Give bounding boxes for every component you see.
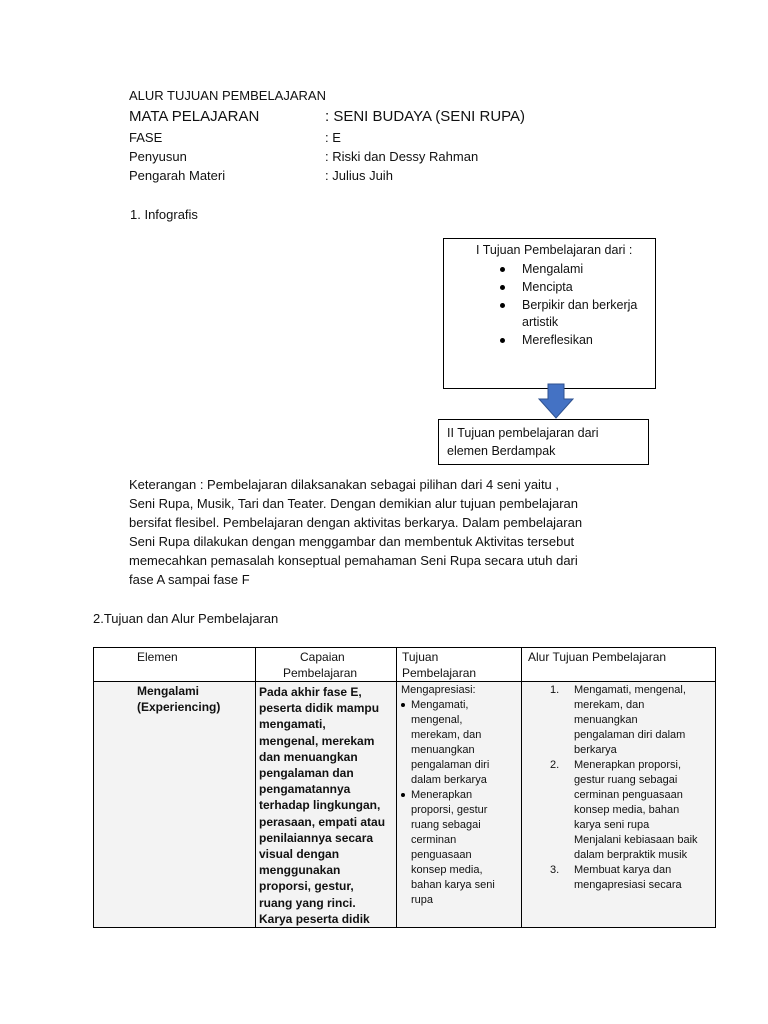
- tujuan-bullet-list: [401, 698, 495, 908]
- elemen-subname: (Experiencing): [137, 699, 221, 714]
- cell-line: dan menuangkan: [259, 749, 358, 764]
- cell-line: menggunakan: [259, 863, 341, 878]
- list-item: Mengalami: [500, 261, 656, 278]
- cell-line: terhadap lingkungan,: [259, 798, 381, 813]
- tujuan-box-2-text: [447, 424, 598, 460]
- list-item: Mengamati, mengenal, merekam, dan menuangkan pengalaman diri dalam berkarya: [401, 698, 495, 788]
- cell-line: penilaiannya secara: [259, 830, 374, 845]
- cell-line: Pada akhir fase E,: [259, 685, 362, 699]
- list-item: Berpikir dan berkerja artistik: [500, 297, 656, 331]
- alur-numbered-list: [550, 683, 698, 893]
- table-border: [396, 647, 397, 928]
- tujuan-box-2-line1: II Tujuan pembelajaran dari: [447, 426, 599, 440]
- infografis-heading: 1. Infografis: [130, 207, 198, 222]
- tujuan-cell: [401, 683, 495, 908]
- cell-line: ruang yang rinci.: [259, 895, 356, 910]
- paragraph-line: Seni Rupa dilakukan dengan menggambar dan membentuk Aktivitas tersebut: [129, 534, 575, 549]
- penyusun-label: Penyusun: [129, 149, 187, 164]
- cell-line: visual dengan: [259, 847, 340, 862]
- table-border: [93, 647, 94, 928]
- cell-line: pengamatannya: [259, 782, 351, 797]
- column-header-elemen: Elemen: [137, 650, 178, 664]
- cell-line: Karya peserta didik: [259, 911, 370, 926]
- tujuan-alur-heading: 2.Tujuan dan Alur Pembelajaran: [93, 611, 279, 626]
- cell-line: perasaan, empati atau: [259, 814, 386, 829]
- paragraph-line: bersifat flesibel. Pembelajaran dengan aktivitas berkarya. Dalam pembelajaran: [129, 515, 583, 530]
- paragraph-line: Keterangan : Pembelajaran dilaksanakan sebagai pilihan dari 4 seni yaitu ,: [129, 477, 560, 492]
- keterangan-paragraph: [129, 475, 582, 589]
- tujuan-box-2-line2: elemen Berdampak: [447, 444, 556, 458]
- column-header-tujuan-2: Pembelajaran: [402, 666, 477, 680]
- list-item: 2. Menerapkan proporsi, gestur ruang sebagai cerminan penguasaan konsep media, bahan karya seni rupa Menjalani kebiasaan baik dalam berpraktik musik: [550, 759, 698, 861]
- cell-line: mengamati,: [259, 717, 326, 732]
- paragraph-line: fase A sampai fase F: [129, 572, 250, 587]
- pengarah-label: Pengarah Materi: [129, 168, 226, 183]
- cell-line: mengenal, merekam: [259, 733, 375, 748]
- cell-line: peserta didik mampu: [259, 701, 380, 716]
- column-header-alur: Alur Tujuan Pembelajaran: [528, 650, 667, 664]
- elemen-name: Mengalami: [137, 684, 200, 698]
- mapel-value: : SENI BUDAYA (SENI RUPA): [325, 108, 526, 125]
- table-border: [255, 647, 256, 928]
- column-header-capaian-2: Pembelajaran: [283, 666, 358, 680]
- capaian-cell: [259, 684, 385, 927]
- tujuan-intro: Mengapresiasi:: [401, 684, 476, 696]
- alur-cell: [550, 683, 698, 893]
- cell-line: proporsi, gestur,: [259, 879, 354, 894]
- column-header-capaian: Capaian: [300, 650, 345, 664]
- penyusun-value: : Riski dan Dessy Rahman: [325, 149, 479, 164]
- list-item: Menerapkan proporsi, gestur ruang sebagai cerminan penguasaan konsep media, bahan karya seni rupa: [401, 788, 495, 908]
- pengarah-value: : Julius Juih: [325, 168, 393, 183]
- list-item: 1. Mengamati, mengenal, merekam, dan menuangkan pengalaman diri dalam berkarya: [550, 684, 686, 756]
- table-border: [715, 647, 716, 928]
- tujuan-box-1-list: [500, 261, 656, 350]
- column-header-tujuan: Tujuan: [402, 650, 439, 664]
- elemen-cell: [137, 684, 220, 715]
- fase-value: : E: [325, 130, 341, 145]
- mapel-label: MATA PELAJARAN: [129, 108, 260, 125]
- list-item: Mereflesikan: [500, 332, 656, 349]
- cell-line: pengalaman dan: [259, 766, 354, 781]
- list-item: 3. Membuat karya dan mengapresiasi secara: [550, 864, 682, 891]
- doc-title: ALUR TUJUAN PEMBELAJARAN: [129, 88, 326, 103]
- fase-label: FASE: [129, 130, 163, 145]
- table-border: [93, 927, 716, 928]
- arrow-down-icon: [537, 383, 575, 419]
- table-border: [93, 647, 716, 648]
- tujuan-box-1-title: I Tujuan Pembelajaran dari :: [476, 243, 633, 257]
- paragraph-line: Seni Rupa, Musik, Tari dan Teater. Dengan demikian alur tujuan pembelajaran: [129, 496, 579, 511]
- list-item: Mencipta: [500, 279, 656, 296]
- table-border: [521, 647, 522, 928]
- paragraph-line: memecahkan pemasalah konseptual pemahaman Seni Rupa secara utuh dari: [129, 553, 578, 568]
- alur-table: [93, 647, 716, 928]
